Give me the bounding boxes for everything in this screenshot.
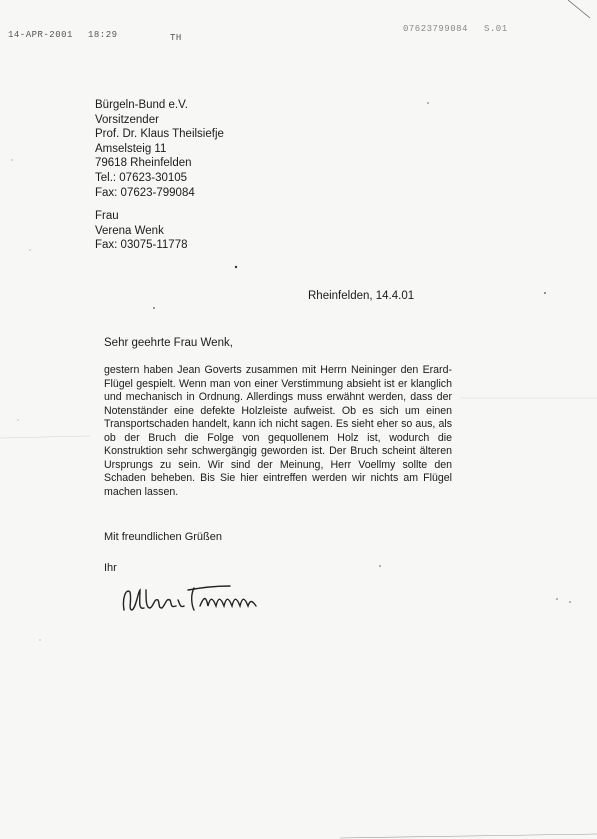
recipient-fax: Fax: 03075-11778 bbox=[95, 239, 188, 252]
salutation: Sehr geehrte Frau Wenk, bbox=[104, 337, 233, 349]
fax-header-number: 07623799084 bbox=[403, 24, 468, 34]
letter-body: gestern haben Jean Goverts zusammen mit Herrn Neininger den Erard-Flügel gespielt. Wenn man von einer Verstimmung absieht ist er klanglich und mechanisch in Ordnung. Allerdings muss erwähnt werden, dass der Notenständer eine defekte Holzleiste aufweist. Ob es sich um einen Transportschaden handelt, kann ich nicht sagen. Es sieht eher so aus, als ob der Bruch die Folge von gequollenem Holz ist, wodurch die Konstruktion sehr schwergängig geworden ist. Der Bruch scheint älteren Ursprungs zu sein. Wir sind der Meinung, Herr Voellmy sollte den Schaden beheben. Bis Sie hier eintreffen werden wir nichts am Flügel machen lassen. bbox=[104, 364, 452, 498]
recipient-address-block bbox=[95, 209, 188, 253]
closing-word: Ihr bbox=[104, 562, 117, 574]
place-date: Rheinfelden, 14.4.01 bbox=[308, 290, 415, 302]
handwritten-signature bbox=[120, 580, 270, 625]
fax-header-time: 18:29 bbox=[88, 30, 118, 40]
sender-name: Prof. Dr. Klaus Theilsiefje bbox=[95, 128, 224, 141]
fax-header-date: 14-APR-2001 bbox=[8, 30, 73, 40]
recipient-title: Frau bbox=[95, 210, 119, 222]
sender-organization: Bürgeln-Bund e.V. bbox=[95, 99, 188, 111]
sender-phone: Tel.: 07623-30105 bbox=[95, 171, 188, 184]
closing-formula: Mit freundlichen Grüßen bbox=[104, 531, 222, 543]
fax-header-sender-id: TH bbox=[170, 33, 182, 43]
sender-fax: Fax: 07623-799084 bbox=[95, 186, 195, 199]
fax-header-page: S.01 bbox=[484, 24, 508, 34]
sender-address-block bbox=[95, 98, 224, 200]
recipient-name: Verena Wenk bbox=[95, 224, 164, 237]
sender-city: 79618 Rheinfelden bbox=[95, 157, 192, 170]
sender-street: Amselsteig 11 bbox=[95, 142, 167, 155]
sender-role: Vorsitzender bbox=[95, 113, 159, 126]
